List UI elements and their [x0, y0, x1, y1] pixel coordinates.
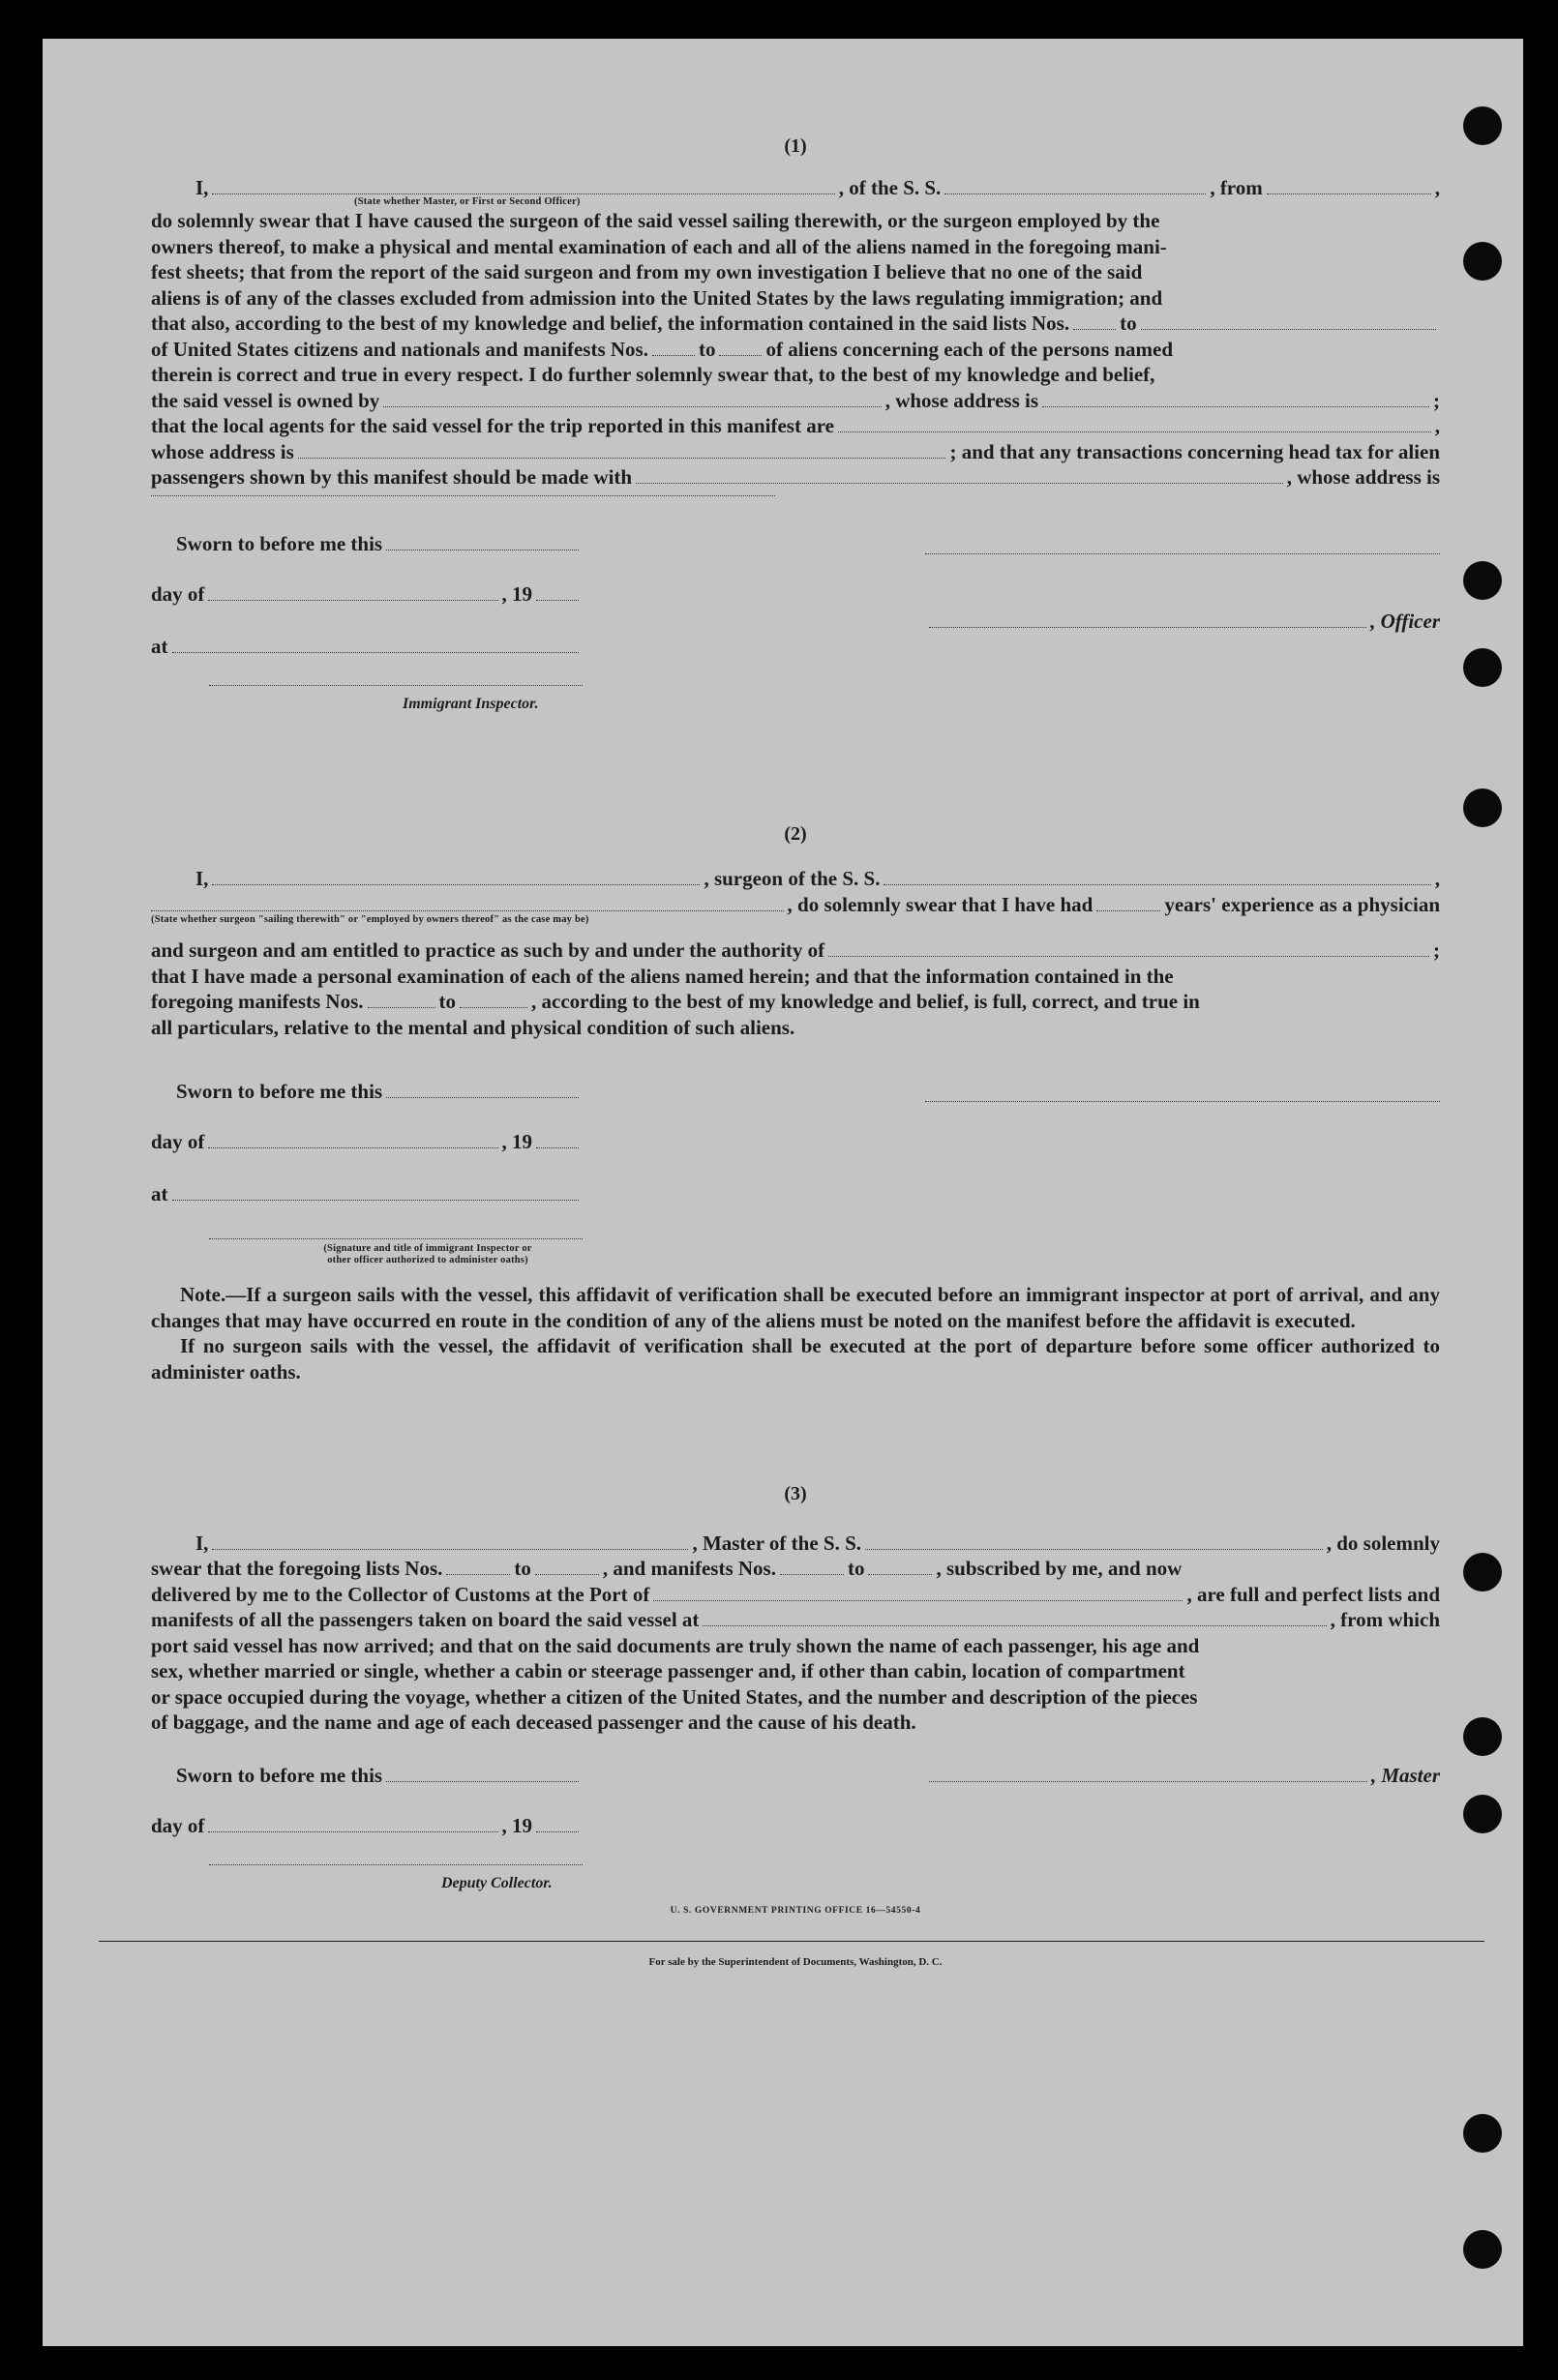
year-field[interactable]: [536, 583, 579, 601]
lists-from-field[interactable]: [1073, 312, 1116, 330]
particulars-line: all particulars, relative to the mental and physical condition of such aliens.: [151, 1015, 795, 1039]
lists-from-field[interactable]: [446, 1558, 510, 1575]
taken-on-board-line: manifests of all the passengers taken on board the said vessel at , from which: [151, 1608, 1440, 1631]
master-name-field[interactable]: [212, 1532, 688, 1550]
foregoing-from-field[interactable]: [368, 991, 435, 1008]
officer-name-field[interactable]: [212, 177, 834, 194]
surgeon-caption: (State whether surgeon "sailing therewith" or "employed by owners thereof" as the case may be): [151, 914, 589, 925]
lists-manifests-line: swear that the foregoing lists Nos. to , and manifests Nos. to , subscribed by me, and now: [151, 1557, 1183, 1580]
section-1-oath-text: do solemnly swear that I have caused the surgeon of the said vessel sailing therewith, or the surgeon employed by the owners thereof, to make a physical and mental examination of each and all of the aliens named in the foregoing mani- fest sheets; that from the report of the said surgeon and from my own investigation I believe that no one of the said aliens is of any of the classes excluded from admission into the United States by the laws regulating immigration; and: [151, 209, 1167, 310]
inspector-caption: Immigrant Inspector.: [403, 695, 539, 712]
sworn-date-field[interactable]: [386, 1765, 579, 1782]
year-field[interactable]: [536, 1815, 579, 1832]
surgeon-name-field[interactable]: [212, 868, 700, 885]
binder-hole: [1463, 788, 1502, 827]
administering-officer-signature-field[interactable]: [209, 1237, 583, 1239]
surgeon-signature-field[interactable]: [925, 1100, 1440, 1102]
therein-line: therein is correct and true in every respect. I do further solemnly swear that, to the best of my knowledge and belief,: [151, 363, 1155, 386]
binder-hole: [1463, 242, 1502, 281]
owner-field[interactable]: [383, 390, 881, 407]
document-page: [43, 39, 1523, 2346]
agents-address-line: whose address is ; and that any transactions concerning head tax for alien: [151, 439, 1440, 463]
vessel-name-field[interactable]: [944, 177, 1206, 194]
binder-hole: [1463, 1795, 1502, 1833]
head-tax-line: passengers shown by this manifest should be made with , whose address is: [151, 465, 1440, 489]
agents-address-field[interactable]: [298, 441, 946, 459]
at-place-field[interactable]: [172, 1183, 580, 1201]
section-3-sworn-block: Sworn to before me this , Master day of , 19 Deputy Collector.: [151, 1763, 1440, 1898]
manifests-from-field[interactable]: [652, 339, 695, 356]
binder-hole: [1463, 2114, 1502, 2153]
examined-line: that I have made a personal examination of each of the aliens named herein; and that the information contained in the: [151, 964, 1174, 988]
sworn-date-field[interactable]: [386, 1081, 579, 1098]
experience-line: , do solemnly swear that I have had years' experience as a physician: [151, 892, 1440, 918]
years-experience-field[interactable]: [1096, 894, 1160, 911]
section-3-number: (3): [784, 1483, 807, 1504]
authority-field[interactable]: [828, 939, 1429, 957]
manifests-from-field[interactable]: [780, 1558, 844, 1575]
sworn-date-field[interactable]: [386, 533, 579, 550]
at-place-field[interactable]: [172, 636, 580, 653]
day-of-field[interactable]: [208, 1815, 497, 1832]
day-of-field[interactable]: [208, 583, 497, 601]
surgeon-vessel-field[interactable]: [884, 868, 1430, 885]
head-tax-agent-field[interactable]: [636, 466, 1283, 484]
binder-hole: [1463, 1717, 1502, 1756]
from-port-field[interactable]: [1267, 177, 1431, 194]
officer-title-field[interactable]: [929, 610, 1366, 628]
lists-to-field[interactable]: [535, 1558, 599, 1575]
section-2-surgeon-line: I, , surgeon of the S. S. ,: [195, 867, 1440, 890]
section-3-oath-text: port said vessel has now arrived; and that on the said documents are truly shown the name of each passenger, his age and sex, whether married or single, whether a cabin or steerage passenger and, if other than cabin, location of compartment or space occupied during the voyage, whether a citizen of the United States, and the number and description of the pieces of baggage, and the name and age of each deceased passenger and the cause of his death.: [151, 1633, 1200, 1734]
lists-nos-line: that also, according to the best of my knowledge and belief, the information contained in the said lists Nos. to: [151, 311, 1440, 337]
manifests-to-field[interactable]: [868, 1558, 932, 1575]
master-vessel-field[interactable]: [865, 1532, 1323, 1550]
sale-notice: For sale by the Superintendent of Documents, Washington, D. C.: [648, 1956, 943, 1968]
form-content: [151, 39, 1440, 1976]
section-2-number: (2): [784, 822, 807, 845]
day-of-field[interactable]: [208, 1131, 497, 1148]
inspector-signature-field[interactable]: [209, 684, 583, 686]
binder-hole: [1463, 648, 1502, 687]
section-1-number: (1): [784, 135, 807, 157]
surgeon-status-field[interactable]: [151, 894, 784, 911]
section-1-sworn-block: Sworn to before me this day of , 19 , Officer at Immigrant Inspector.: [151, 531, 1440, 725]
signature-caption: (Signature and title of immigrant Inspector or other officer authorized to administer oaths): [323, 1243, 532, 1265]
agents-line: that the local agents for the said vessel for the trip reported in this manifest are ,: [151, 414, 1440, 437]
lists-to-field[interactable]: [1141, 312, 1436, 330]
foregoing-to-field[interactable]: [460, 991, 527, 1008]
section-3-master-line: I, , Master of the S. S. , do solemnly: [195, 1531, 1440, 1555]
year-field[interactable]: [536, 1131, 579, 1148]
agents-field[interactable]: [838, 415, 1431, 432]
manifests-to-field[interactable]: [719, 339, 762, 356]
delivered-line: delivered by me to the Collector of Customs at the Port of , are full and perfect lists and: [151, 1582, 1440, 1606]
collector-caption: Deputy Collector.: [441, 1874, 553, 1891]
binder-hole: [1463, 561, 1502, 600]
printer-imprint: U. S. GOVERNMENT PRINTING OFFICE 16—54550-4: [670, 1905, 921, 1916]
manifests-nos-line: of United States citizens and nationals and manifests Nos. to of aliens concerning each of the persons named: [151, 337, 1174, 361]
entitled-line: and surgeon and am entitled to practice as such by and under the authority of ;: [151, 938, 1440, 962]
officer-signature-field[interactable]: [925, 552, 1440, 554]
verification-note: Note.—If a surgeon sails with the vessel, this affidavit of verification shall be executed before an immigrant inspector at port of arrival, and any changes that may have occurred en route in the condition of any of the aliens must be noted on the manifest before the affidavit is executed. If no surgeon sails with the vessel, the affidavit of verification shall be executed at the port of departure before some officer authorized to administer oaths.: [151, 1283, 1440, 1383]
binder-hole: [1463, 106, 1502, 145]
boarding-port-field[interactable]: [703, 1609, 1326, 1626]
owner-address-field[interactable]: [1042, 390, 1429, 407]
section-2-sworn-block: Sworn to before me this day of , 19 at (Signature and title of immigrant Inspector or other officer authorized to administer oaths): [151, 1079, 1440, 1282]
binder-hole: [1463, 1553, 1502, 1592]
section-1-officer-line: I, , of the S. S. , from ,: [195, 175, 1440, 199]
foregoing-manifests-line: foregoing manifests Nos. to , according to the best of my knowledge and belief, is full, correct, and true in: [151, 990, 1200, 1013]
port-field[interactable]: [653, 1584, 1183, 1601]
collector-signature-field[interactable]: [209, 1863, 583, 1865]
owner-line: the said vessel is owned by , whose address is ;: [151, 388, 1440, 412]
officer-caption: (State whether Master, or First or Second Officer): [354, 196, 581, 207]
master-signature-field[interactable]: [929, 1765, 1367, 1782]
binder-hole: [1463, 2230, 1502, 2269]
